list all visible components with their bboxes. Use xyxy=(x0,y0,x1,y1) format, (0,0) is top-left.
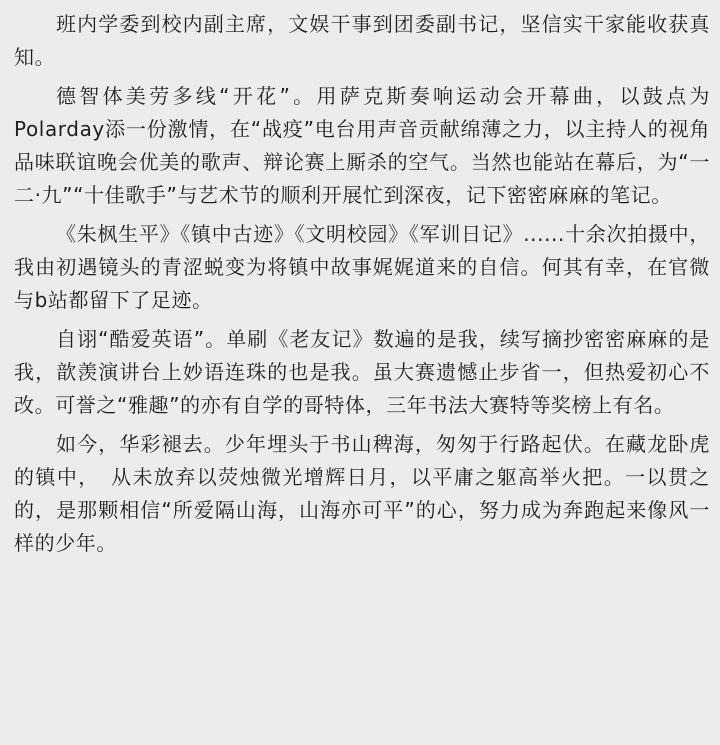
paragraph-3: 《朱枫生平》《镇中古迹》《文明校园》《军训日记》......十余次拍摄中，我由初遇镜头的青涩蜕变为将镇中故事娓娓道来的自信。何其有幸，在官微与b站都留下了足迹。 xyxy=(14,222,710,312)
paragraph-5: 如今，华彩褪去。少年埋头于书山稗海，匆匆于行路起伏。在藏龙卧虎的镇中， 从未放弃以荧烛微光增辉日月，以平庸之躯高举火把。一以贯之的，是那颗相信“所爱隔山海，山海亦可平”的心，努力成为奔跑起来像风一样的少年。 xyxy=(14,432,710,555)
paragraph-4: 自诩“酷爱英语”。单刷《老友记》数遍的是我，续写摘抄密密麻麻的是我，歆羡演讲台上妙语连珠的也是我。虽大赛遗憾止步省一，但热爱初心不改。可誉之“雅趣”的亦有自学的哥特体，三年书法大赛特等奖榜上有名。 xyxy=(14,327,710,417)
paragraph-2: 德智体美劳多线“开花”。用萨克斯奏响运动会开幕曲，以鼓点为Polarday添一份激情，在“战疫”电台用声音贡献绵薄之力，以主持人的视角品味联谊晚会优美的歌声、辩论赛上厮杀的空气。当然也能站在幕后，为“一二·九”“十佳歌手”与艺术节的顺利开展忙到深夜，记下密密麻麻的笔记。 xyxy=(14,84,710,207)
paragraph-1: 班内学委到校内副主席，文娱干事到团委副书记，坚信实干家能收获真知。 xyxy=(14,12,710,69)
